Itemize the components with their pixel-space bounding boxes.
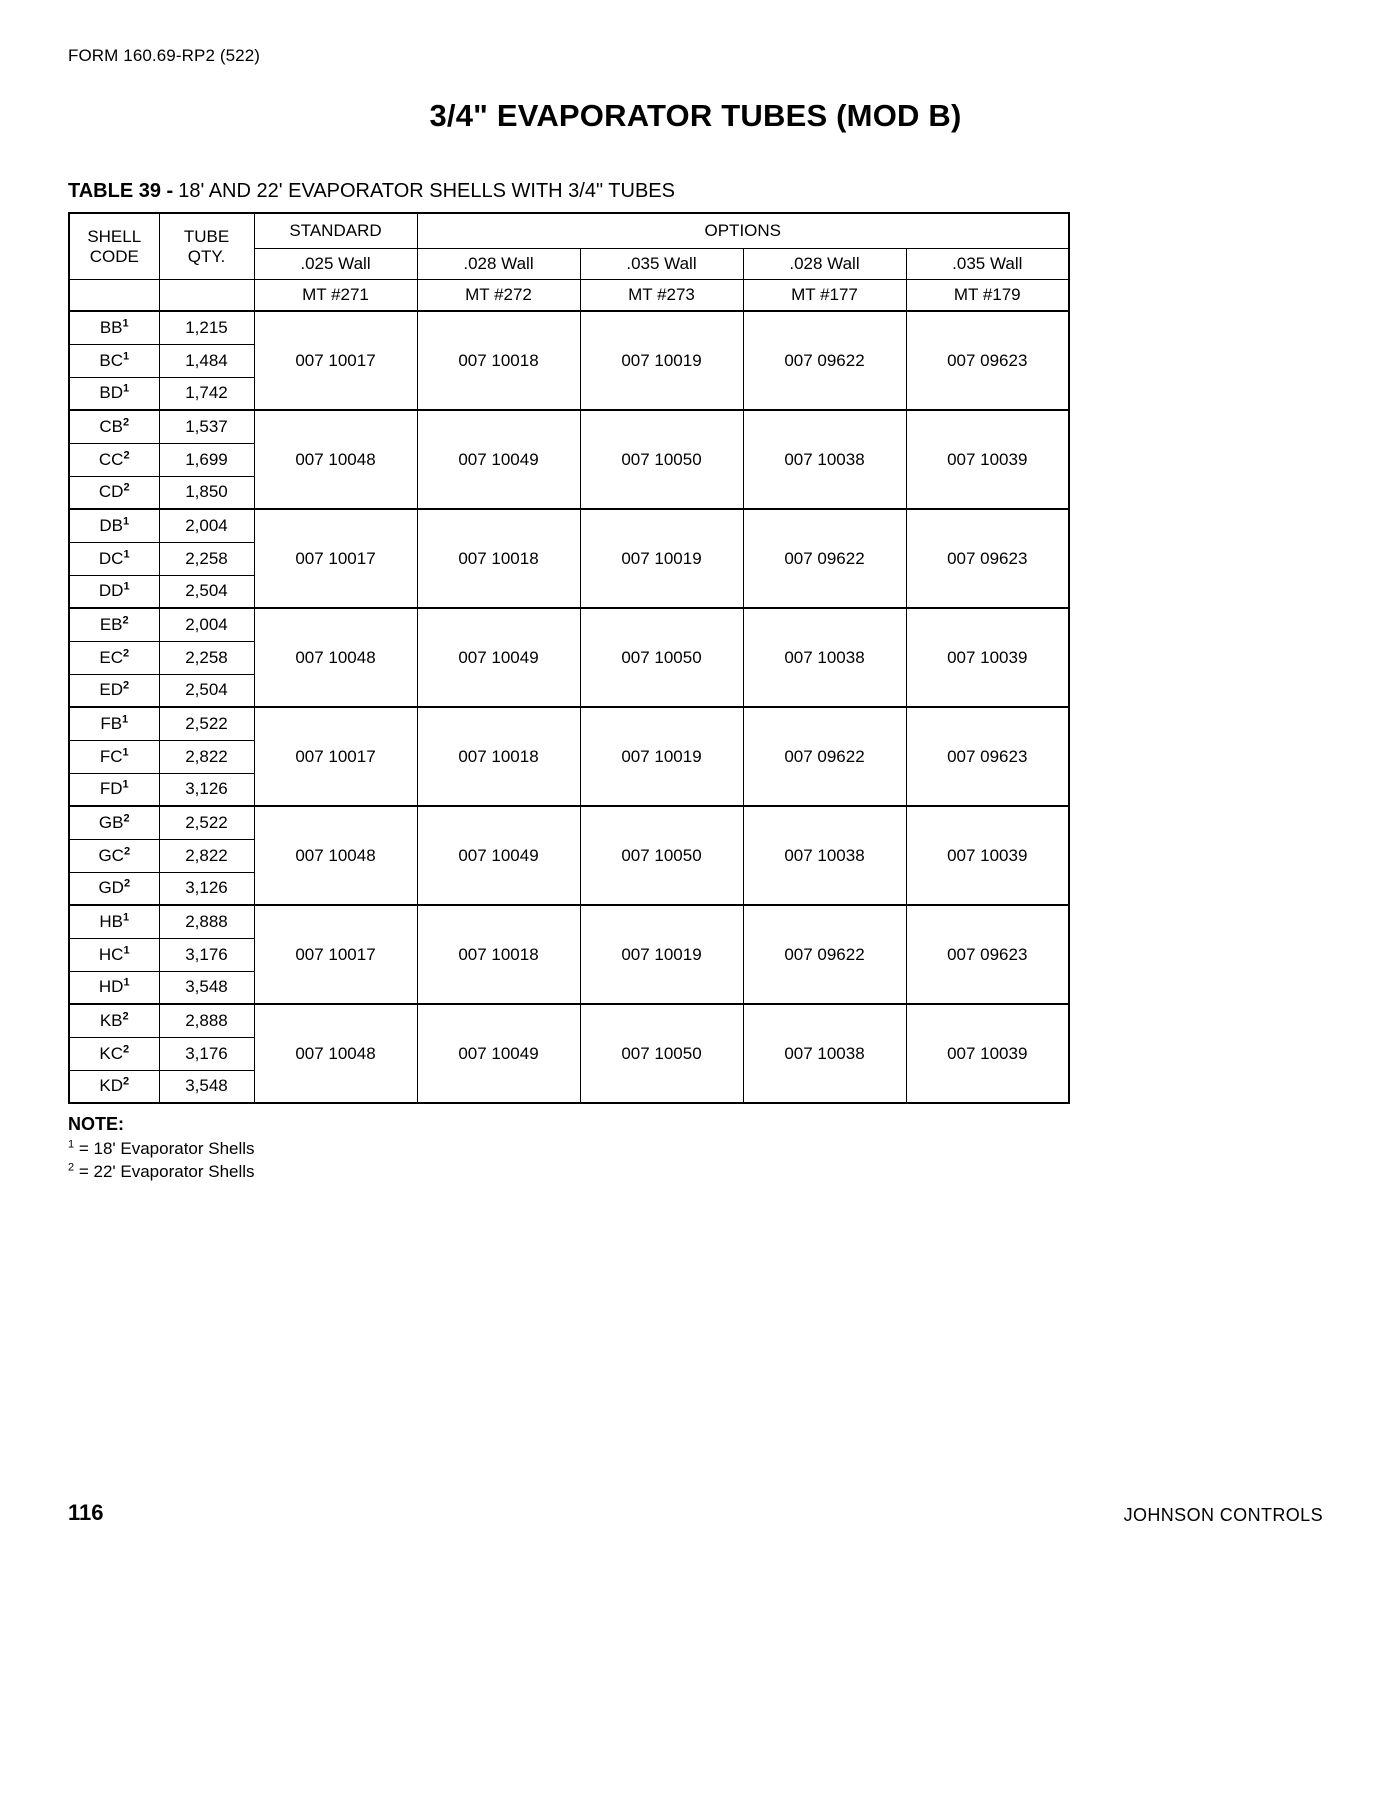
header-shell-code-spacer	[69, 280, 159, 312]
cell-part-number: 007 10039	[906, 1004, 1069, 1103]
cell-tube-qty: 3,176	[159, 938, 254, 971]
cell-shell-code	[69, 905, 159, 938]
footer-brand: JOHNSON CONTROLS	[1123, 1505, 1323, 1525]
cell-shell-code	[69, 575, 159, 608]
cell-tube-qty: 2,522	[159, 806, 254, 839]
shell-code-superscript: 1	[123, 943, 130, 956]
cell-shell-code	[69, 1004, 159, 1037]
shell-code-text: CC	[98, 449, 124, 469]
shell-code-text: BD	[99, 383, 123, 403]
cell-shell-code	[69, 377, 159, 410]
cell-part-number: 007 10017	[254, 707, 417, 806]
cell-part-number: 007 09623	[906, 905, 1069, 1004]
spec-table-container	[68, 212, 1068, 1104]
shell-code-text: BB	[99, 317, 123, 337]
cell-tube-qty: 3,176	[159, 1037, 254, 1070]
note-marker-2: 2	[68, 1161, 75, 1174]
shell-code-text: ED	[99, 680, 123, 700]
cell-tube-qty: 2,888	[159, 1004, 254, 1037]
cell-part-number: 007 10038	[743, 806, 906, 905]
cell-part-number: 007 10017	[254, 311, 417, 410]
cell-shell-code	[69, 344, 159, 377]
shell-code-text: GD	[98, 878, 124, 898]
evaporator-tubes-table	[68, 212, 1070, 1104]
cell-shell-code	[69, 311, 159, 344]
cell-part-number: 007 09623	[906, 509, 1069, 608]
cell-part-number: 007 10039	[906, 608, 1069, 707]
cell-part-number: 007 10039	[906, 806, 1069, 905]
cell-part-number: 007 10019	[580, 905, 743, 1004]
shell-code-text: FD	[99, 779, 123, 799]
cell-part-number: 007 09622	[743, 905, 906, 1004]
cell-tube-qty: 2,504	[159, 575, 254, 608]
cell-shell-code	[69, 1070, 159, 1103]
cell-shell-code	[69, 806, 159, 839]
header-tube-qty-line2: QTY.	[187, 246, 226, 266]
cell-part-number: 007 10019	[580, 509, 743, 608]
cell-part-number: 007 10038	[743, 1004, 906, 1103]
cell-part-number: 007 10018	[417, 509, 580, 608]
cell-shell-code	[69, 674, 159, 707]
table-body	[69, 311, 1069, 1103]
cell-part-number: 007 10048	[254, 410, 417, 509]
shell-code-text: GB	[98, 812, 124, 832]
table-row	[69, 707, 1069, 740]
header-shell-code-line1: SHELL	[87, 226, 142, 246]
cell-part-number: 007 09622	[743, 707, 906, 806]
cell-part-number: 007 10019	[580, 707, 743, 806]
cell-part-number: 007 10018	[417, 311, 580, 410]
cell-shell-code	[69, 509, 159, 542]
note-marker-1: 1	[68, 1138, 75, 1151]
header-wall-1: .028 Wall	[417, 249, 580, 280]
cell-shell-code	[69, 707, 159, 740]
shell-code-text: FC	[99, 746, 123, 766]
cell-shell-code	[69, 872, 159, 905]
shell-code-text: HD	[98, 977, 124, 997]
shell-code-text: FB	[100, 713, 123, 733]
shell-code-superscript: 1	[123, 547, 130, 560]
page-title: 3/4" EVAPORATOR TUBES (MOD B)	[429, 98, 962, 133]
shell-code-text: HC	[98, 944, 124, 964]
note-line-1	[68, 1137, 255, 1160]
cell-tube-qty: 2,004	[159, 509, 254, 542]
table-row	[69, 1004, 1069, 1037]
cell-part-number: 007 10038	[743, 410, 906, 509]
cell-part-number: 007 10018	[417, 905, 580, 1004]
cell-tube-qty: 2,888	[159, 905, 254, 938]
shell-code-superscript: 2	[123, 1075, 130, 1088]
cell-tube-qty: 3,548	[159, 1070, 254, 1103]
table-row	[69, 509, 1069, 542]
header-mt-4: MT #179	[906, 280, 1069, 312]
shell-code-superscript: 1	[123, 382, 130, 395]
table-row	[69, 608, 1069, 641]
cell-part-number: 007 10048	[254, 806, 417, 905]
shell-code-text: DB	[99, 515, 123, 535]
cell-tube-qty: 2,522	[159, 707, 254, 740]
header-mt-3: MT #177	[743, 280, 906, 312]
shell-code-text: EB	[99, 614, 123, 634]
shell-code-superscript: 1	[123, 349, 130, 362]
cell-shell-code	[69, 476, 159, 509]
table-description: 18' AND 22' EVAPORATOR SHELLS WITH 3/4" TUBES	[178, 180, 675, 202]
cell-part-number: 007 10038	[743, 608, 906, 707]
cell-part-number: 007 10049	[417, 608, 580, 707]
table-number: TABLE 39 -	[68, 180, 174, 202]
cell-tube-qty: 1,850	[159, 476, 254, 509]
shell-code-superscript: 1	[123, 515, 130, 528]
cell-part-number: 007 09623	[906, 707, 1069, 806]
cell-tube-qty: 2,504	[159, 674, 254, 707]
cell-part-number: 007 10048	[254, 608, 417, 707]
cell-part-number: 007 10050	[580, 806, 743, 905]
table-row	[69, 311, 1069, 344]
note-line-2	[68, 1160, 255, 1183]
shell-code-superscript: 2	[123, 416, 130, 429]
shell-code-text: BC	[99, 350, 123, 370]
cell-part-number: 007 09622	[743, 509, 906, 608]
header-tube-qty	[159, 213, 254, 280]
cell-shell-code	[69, 773, 159, 806]
notes-title: NOTE:	[68, 1114, 124, 1134]
cell-part-number: 007 10050	[580, 1004, 743, 1103]
shell-code-superscript: 2	[123, 1042, 130, 1055]
cell-shell-code	[69, 1037, 159, 1070]
shell-code-superscript: 2	[122, 614, 129, 627]
cell-part-number: 007 09622	[743, 311, 906, 410]
cell-part-number: 007 10049	[417, 410, 580, 509]
header-wall-2: .035 Wall	[580, 249, 743, 280]
header-shell-code	[69, 213, 159, 280]
cell-tube-qty: 1,215	[159, 311, 254, 344]
header-mt-0: MT #271	[254, 280, 417, 312]
notes-block	[68, 1112, 255, 1184]
table-row	[69, 410, 1069, 443]
shell-code-superscript: 1	[123, 911, 130, 924]
cell-tube-qty: 2,004	[159, 608, 254, 641]
cell-part-number: 007 10017	[254, 509, 417, 608]
cell-shell-code	[69, 938, 159, 971]
table-head	[69, 213, 1069, 311]
cell-shell-code	[69, 641, 159, 674]
shell-code-superscript: 1	[123, 976, 130, 989]
shell-code-superscript: 1	[123, 580, 130, 593]
shell-code-text: DD	[98, 581, 124, 601]
header-mt-1: MT #272	[417, 280, 580, 312]
table-row	[69, 905, 1069, 938]
shell-code-superscript: 2	[123, 844, 131, 857]
table-caption	[68, 180, 675, 203]
shell-code-text: EC	[99, 647, 123, 667]
cell-part-number: 007 10017	[254, 905, 417, 1004]
shell-code-superscript: 2	[122, 1010, 129, 1023]
cell-shell-code	[69, 740, 159, 773]
cell-shell-code	[69, 971, 159, 1004]
cell-part-number: 007 10048	[254, 1004, 417, 1103]
cell-part-number: 007 10018	[417, 707, 580, 806]
cell-part-number: 007 10050	[580, 410, 743, 509]
header-tube-qty-line1: TUBE	[183, 226, 230, 246]
shell-code-superscript: 2	[123, 877, 131, 890]
shell-code-text: DC	[98, 548, 124, 568]
note-text-1: = 18' Evaporator Shells	[74, 1138, 255, 1158]
cell-shell-code	[69, 839, 159, 872]
shell-code-text: GC	[98, 845, 124, 865]
shell-code-superscript: 1	[122, 317, 129, 330]
header-mt-2: MT #273	[580, 280, 743, 312]
cell-part-number: 007 10050	[580, 608, 743, 707]
header-tube-qty-spacer	[159, 280, 254, 312]
cell-shell-code	[69, 410, 159, 443]
header-row-mt	[69, 280, 1069, 312]
shell-code-superscript: 2	[123, 812, 130, 825]
cell-shell-code	[69, 443, 159, 476]
header-row-groups	[69, 213, 1069, 249]
cell-tube-qty: 3,126	[159, 773, 254, 806]
cell-tube-qty: 3,548	[159, 971, 254, 1004]
note-text-2: = 22' Evaporator Shells	[74, 1162, 255, 1182]
form-code: FORM 160.69-RP2 (522)	[68, 46, 261, 65]
cell-tube-qty: 2,822	[159, 740, 254, 773]
shell-code-text: KC	[99, 1043, 123, 1063]
shell-code-superscript: 1	[122, 778, 129, 791]
header-shell-code-line2: CODE	[89, 246, 139, 266]
cell-shell-code	[69, 542, 159, 575]
cell-tube-qty: 1,484	[159, 344, 254, 377]
cell-tube-qty: 2,258	[159, 542, 254, 575]
shell-code-superscript: 1	[122, 713, 129, 726]
cell-part-number: 007 10019	[580, 311, 743, 410]
cell-tube-qty: 2,258	[159, 641, 254, 674]
header-wall-3: .028 Wall	[743, 249, 906, 280]
cell-part-number: 007 10049	[417, 1004, 580, 1103]
cell-tube-qty: 2,822	[159, 839, 254, 872]
header-wall-4: .035 Wall	[906, 249, 1069, 280]
table-row	[69, 806, 1069, 839]
header-group-options: OPTIONS	[417, 213, 1069, 249]
header-wall-0: .025 Wall	[254, 249, 417, 280]
footer-page-number: 116	[68, 1500, 104, 1525]
shell-code-superscript: 2	[123, 481, 130, 494]
shell-code-superscript: 2	[123, 679, 130, 692]
shell-code-text: KD	[99, 1076, 123, 1096]
shell-code-text: HB	[99, 911, 123, 931]
shell-code-superscript: 2	[123, 448, 130, 461]
shell-code-text: KB	[99, 1010, 123, 1030]
shell-code-superscript: 1	[122, 745, 129, 758]
cell-part-number: 007 10039	[906, 410, 1069, 509]
cell-tube-qty: 1,699	[159, 443, 254, 476]
shell-code-text: CB	[99, 416, 123, 436]
cell-tube-qty: 1,742	[159, 377, 254, 410]
cell-tube-qty: 1,537	[159, 410, 254, 443]
shell-code-text: CD	[98, 482, 124, 502]
header-group-standard: STANDARD	[254, 213, 417, 249]
cell-part-number: 007 09623	[906, 311, 1069, 410]
cell-shell-code	[69, 608, 159, 641]
shell-code-superscript: 2	[123, 646, 130, 659]
cell-part-number: 007 10049	[417, 806, 580, 905]
cell-tube-qty: 3,126	[159, 872, 254, 905]
